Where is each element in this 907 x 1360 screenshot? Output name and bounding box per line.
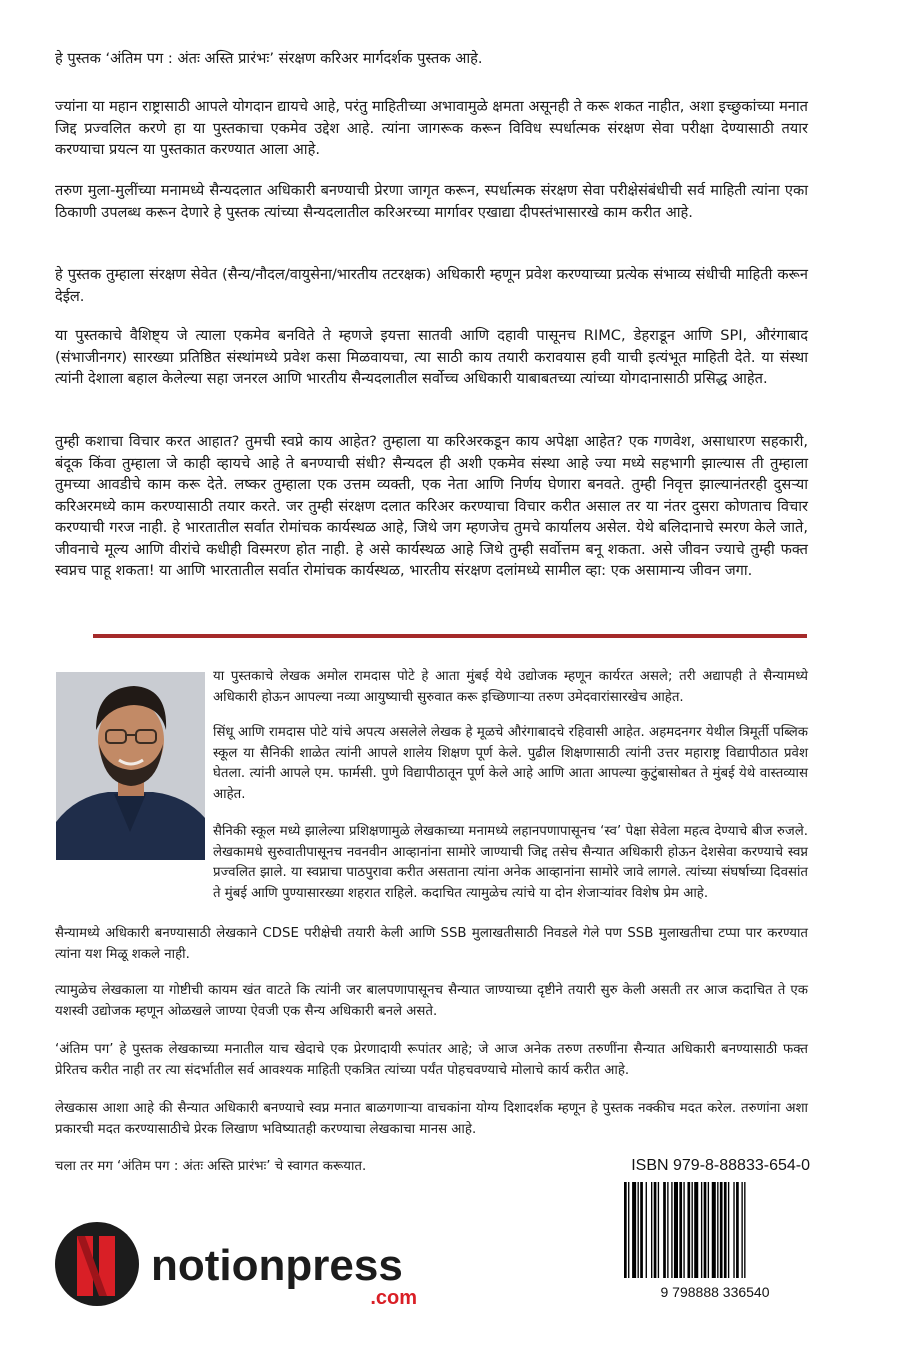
barcode-bar: [654, 1182, 657, 1278]
barcode-bar: [704, 1182, 707, 1278]
barcode-bar: [736, 1182, 739, 1278]
blurb-paragraph-2: ज्यांना या महान राष्ट्रासाठी आपले योगदान द्यायचे आहे, परंतु माहितीच्या अभावामुळे क्षमता असूनही ते करू शकत नाहीत, अशा इच्छुकांच्या मनात जिद्द प्रज्वलित करणे हा या पुस्तकाचा एकमेव उद्देश आहे. त्यांना जागरूक करून विविध स्पर्धात्मक संरक्षण सेवा परीक्षा देण्यासाठी तयार करण्याचा प्रयत्न या पुस्तकात करण्यात आला आहे.: [55, 98, 808, 158]
barcode-bar: [646, 1182, 647, 1278]
author-bio-paragraph-2: सिंधू आणि रामदास पोटे यांचे अपत्य असलेले लेखक हे मूळचे औरंगाबादचे रहिवासी आहेत. अहमदनगर येथील त्रिमूर्ती पब्लिक स्कूल या सैनिकी शाळेत त्यांनी आपले शालेय शिक्षण पूर्ण केले. पुढील शिक्षणासाठी त्यांनी उत्तर महाराष्ट्र विद्यापीठात प्रवेश घेतला. त्यांनी आपले एम. फार्मसी. पुणे विद्यापीठातून पूर्ण केले आहे आणि आता आपल्या कुटुंबासोबत ते मुंबई येथे वास्तव्यास आहेत.: [213, 725, 808, 802]
logo-letter: N: [96, 1276, 98, 1277]
author-bio-paragraph-5: त्यामुळेच लेखकाला या गोष्टीची कायम खंत वाटते कि त्यांनी जर बालपणापासूनच सैन्यात जाण्याच्या दृष्टीने तयारी सुरु केली असती तर आज कदाचित ते एक यशस्वी उद्योजक म्हणून ओळखले जाण्या ऐवजी एक सैन्य अधिकारी बनले असते.: [55, 983, 808, 1019]
isbn-barcode: [620, 1180, 810, 1300]
publisher-domain: .com: [370, 1287, 417, 1309]
barcode-bar: [701, 1182, 702, 1278]
barcode-bar: [687, 1182, 690, 1278]
barcode-bar: [679, 1182, 682, 1278]
author-bio-paragraph-1: या पुस्तकाचे लेखक अमोल रामदास पोटे हे आता मुंबई येथे उद्योजक म्हणून कार्यरत असले; तरी अद्यापही ते सैन्यामध्ये अधिकारी होऊन आपल्या नव्या आयुष्याची सुरुवात करू इच्छिणाऱ्या तरुण उमेदवारांसारखेच आहेत.: [213, 669, 808, 705]
barcode-bar: [694, 1182, 698, 1278]
barcode-bar: [674, 1182, 678, 1278]
barcode-bar: [651, 1182, 652, 1278]
closing-line: चला तर मग ‘अंतिम पग : अंतः अस्ति प्रारंभः’ चे स्वागत करूयात.: [55, 1159, 367, 1174]
publisher-name: notionpress: [151, 1241, 403, 1290]
barcode-bar: [724, 1182, 727, 1278]
barcode-number: 9 798888 336540: [660, 1284, 770, 1300]
barcode-bar: [717, 1182, 718, 1278]
barcode-bar: [667, 1182, 668, 1278]
barcode-bar: [632, 1182, 636, 1278]
barcode-bar: [671, 1182, 672, 1278]
blurb-paragraph-3: तरुण मुला-मुलींच्या मनामध्ये सैन्यदलात अधिकारी बनण्याची प्रेरणा जागृत करून, स्पर्धात्मक संरक्षण सेवा परीक्षेसंबंधीची सर्व माहिती त्यांना एका ठिकाणी उपलब्ध करून देणारे हे पुस्तक त्यांच्या सैन्यदलातील करिअरच्या मार्गावर एखाद्या दीपस्तंभासारखे काम करीत आहे.: [55, 182, 808, 221]
divider-rule: [93, 634, 807, 638]
author-bio-paragraph-6: ‘अंतिम पग’ हे पुस्तक लेखकाच्या मनातील याच खेदाचे एक प्रेरणादायी रूपांतर आहे; जे आज अनेक तरुण तरुणींना सैन्यात अधिकारी बनण्यासाठी फक्त प्रेरितच करीत नाही तर त्या संदर्भातील सर्व आवश्यक माहिती एकत्रित त्यांच्या पर्यंत पोहचवण्याचे मोलाचे कार्य करीत आहे.: [55, 1042, 808, 1078]
isbn-label: ISBN 979-8-88833-654-0: [631, 1157, 810, 1174]
barcode-bar: [640, 1182, 643, 1278]
author-bio-paragraph-3: सैनिकी स्कूल मध्ये झालेल्या प्रशिक्षणामुळे लेखकाच्या मनामध्ये लहानपणापासूनच ‘स्व’ पेक्षा सेवेला महत्व देण्याचे बीज रुजले. लेखकामधे सुरुवातीपासूनच नवनवीन आव्हानांना सामोरे जाण्याची जिद्द तसेच सैन्यात अधिकारी होऊन देशसेवा करण्याचे स्वप्न प्रज्वलित झाले. या स्वप्नाचा पाठपुरावा करीत असताना त्यांना अनेक आव्हानांना सामोरे जावे लागले. त्यांच्या संघर्षाच्या दिवसांत ते मुंबई आणि पुण्यासारख्या शहरात राहिले. कदाचित त्यामुळेच त्यांचे या दोन शेजाऱ्यांवर विशेष प्रेम आहे.: [213, 824, 808, 901]
author-bio-paragraph-4: सैन्यामध्ये अधिकारी बनण्यासाठी लेखकाने CDSE परीक्षेची तयारी केली आणि SSB मुलाखतीसाठी निवडले गेले पण SSB मुलाखतीचा टप्पा पार करण्यात त्यांना यश मिळू शकले नाही.: [55, 926, 808, 962]
blurb-paragraph-1: हे पुस्तक ‘अंतिम पग : अंतः अस्ति प्रारंभः’ संरक्षण करिअर मार्गदर्शक पुस्तक आहे.: [55, 50, 483, 67]
publisher-logo: [55, 1218, 425, 1310]
logo-circle-icon: [55, 1222, 139, 1306]
blurb-paragraph-4: हे पुस्तक तुम्हाला संरक्षण सेवेत (सैन्य/नौदल/वायुसेना/भारतीय तटरक्षक) अधिकारी म्हणून प्रवेश करण्याच्या प्रत्येक संभाव्य संधीची माहिती करून देईल.: [55, 266, 808, 305]
barcode-bar: [744, 1182, 745, 1278]
barcode-bar: [708, 1182, 709, 1278]
barcode-bar: [663, 1182, 666, 1278]
barcode-bar: [741, 1182, 742, 1278]
barcode-bar: [728, 1182, 729, 1278]
author-photo: [56, 672, 205, 860]
barcode-bar: [658, 1182, 659, 1278]
blurb-paragraph-6: तुम्ही कशाचा विचार करत आहात? तुमची स्वप्ने काय आहेत? तुम्हाला या करिअरकडून काय अपेक्षा आहेत? एक गणवेश, असाधारण सहकारी, बंदूक किंवा तुम्हाला जे काही व्हायचे आहे ते बनण्याची संधी? सैन्यदल ही अशी एकमेव संस्था आहे ज्या मध्ये सहभागी झाल्यास ती तुम्हाला तुमच्या आवडीचे काम करू देते. लष्कर तुम्हाला एक उत्तम व्यक्ती, एक नेता आणि निर्णय घेणारा बनवते. तुम्ही निवृत्त झाल्यानंतरही दुसऱ्या करिअरमध्ये काम करण्यासाठी तयार करते. जर तुम्ही संरक्षण दलात करिअर करण्याचा विचार करीत असाल तर या नंतर दुसरा कोणताच विचार करण्याची गरज नाही. हे भारतातील सर्वात रोमांचक कार्यस्थळ आहे, जिथे जग म्हणजेच तुमचे कार्यालय असेल. येथे बलिदानाचे स्मरण केले जाते, जीवनाचे मूल्य आणि वीरांचे कधीही विस्मरण होत नाही. हे असे कार्यस्थळ आहे जिथे तुम्ही सर्वोत्तम बनू शकता. असे जीवन ज्याचे तुम्ही फक्त स्वप्नच पाहू शकता! या आणि भारतातील सर्वात रोमांचक कार्यस्थळ, भारतीय संरक्षण दलांमध्ये सामील व्हा: एक असामान्य जीवन जगा.: [55, 433, 808, 579]
barcode-bar: [720, 1182, 723, 1278]
author-bio-paragraph-7: लेखकास आशा आहे की सैन्यात अधिकारी बनण्याचे स्वप्न मनात बाळगणाऱ्या वाचकांना योग्य दिशादर्शक म्हणून हे पुस्तक नक्कीच मदत करेल. तरुणांना अशा प्रकारची मदत करण्यासाठीचे प्रेरक लिखाण भविष्यातही करण्याचा लेखकाचा मानस आहे.: [55, 1101, 808, 1137]
barcode-bar: [638, 1182, 639, 1278]
barcode-bar: [683, 1182, 684, 1278]
barcode-bar: [692, 1182, 693, 1278]
barcode-bar: [628, 1182, 629, 1278]
barcode-bar: [733, 1182, 734, 1278]
blurb-paragraph-5: या पुस्तकाचे वैशिष्ट्य जे त्याला एकमेव बनविते ते म्हणजे इयत्ता सातवी आणि दहावी पासूनच RIMC, डेहराडून आणि SPI, औरंगाबाद (संभाजीनगर) सारख्या प्रतिष्ठित संस्थांमध्ये प्रवेश कसा मिळवायचा, त्या साठी काय तयारी करावयास हवी याची इत्यंभूत माहिती देते. या संस्था त्यांनी देशाला बहाल केलेल्या सहा जनरल आणि भारतीय सैन्यदलातील सर्वोच्च अधिकारी याबाबतच्या त्यांच्या योगदानासाठी प्रसिद्ध आहेत.: [55, 327, 808, 387]
barcode-bar: [624, 1182, 627, 1278]
barcode-bar: [712, 1182, 716, 1278]
